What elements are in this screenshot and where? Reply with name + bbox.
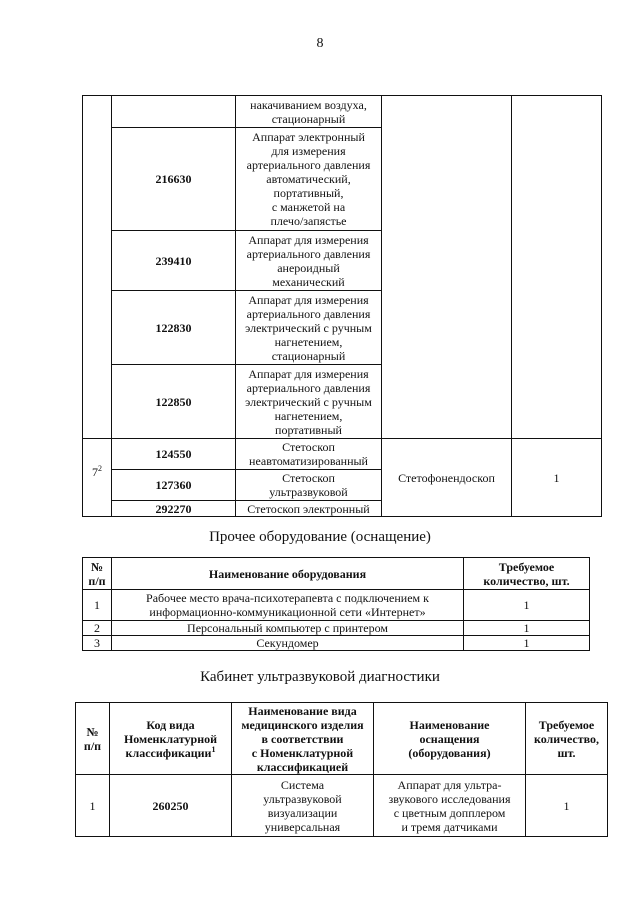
device-code: 292270 bbox=[112, 501, 236, 517]
header-number: № п/п bbox=[83, 558, 112, 590]
device-code: 239410 bbox=[112, 231, 236, 291]
row-number: 1 bbox=[76, 775, 110, 837]
device-name: накачиванием воздуха, стационарный bbox=[236, 96, 382, 128]
equipment-name: Аппарат для ультра- звукового исследования с цветным допплером и тремя датчиками bbox=[374, 775, 526, 837]
device-code: 122850 bbox=[112, 365, 236, 439]
header-equipment-name: Наименование оборудования bbox=[112, 558, 464, 590]
device-kind: Система ультразвуковой визуализации универсальная bbox=[232, 775, 374, 837]
header-code: Код вида Номенклатурной классификации$^1$ bbox=[110, 703, 232, 775]
empty-code-cell bbox=[112, 96, 236, 128]
group-number: $7^2$ bbox=[83, 439, 112, 517]
empty-number-cell bbox=[83, 96, 112, 439]
equipment-name: Секундомер bbox=[112, 636, 464, 651]
required-quantity: 1 bbox=[464, 621, 590, 636]
required-quantity: 1 bbox=[464, 636, 590, 651]
equipment-name: Стетофонендоскоп bbox=[382, 439, 512, 517]
required-quantity: 1 bbox=[526, 775, 608, 837]
table-header-row bbox=[83, 558, 590, 590]
row-number: 2 bbox=[83, 621, 112, 636]
header-device-kind: Наименование вида медицинского изделия в соответствии с Номенклатурной классификацией bbox=[232, 703, 374, 775]
equipment-name: Рабочее место врача-психотерапевта с подключением к информационно-коммуникационной сети «Интернет» bbox=[112, 590, 464, 621]
table-row bbox=[83, 636, 590, 651]
device-code: 260250 bbox=[110, 775, 232, 837]
table-row bbox=[76, 775, 608, 837]
header-quantity: Требуемое количество, шт. bbox=[526, 703, 608, 775]
ultrasound-table bbox=[75, 702, 608, 837]
header-equipment-name: Наименование оснащения (оборудования) bbox=[374, 703, 526, 775]
other-equipment-table bbox=[82, 557, 590, 651]
empty-quantity-cell bbox=[512, 96, 602, 439]
required-quantity: 1 bbox=[464, 590, 590, 621]
device-code: 122830 bbox=[112, 291, 236, 365]
table-row bbox=[83, 96, 602, 128]
header-quantity: Требуемое количество, шт. bbox=[464, 558, 590, 590]
empty-equipment-cell bbox=[382, 96, 512, 439]
device-code: 124550 bbox=[112, 439, 236, 470]
device-name: Аппарат для измерения артериального давления электрический с ручным нагнетением, стационарный bbox=[236, 291, 382, 365]
row-number: 1 bbox=[83, 590, 112, 621]
row-number: 3 bbox=[83, 636, 112, 651]
device-name: Аппарат электронный для измерения артериального давления автоматический, портативный, с манжетой на плечо/запястье bbox=[236, 128, 382, 231]
device-code: 216630 bbox=[112, 128, 236, 231]
device-name: Стетоскоп неавтоматизированный bbox=[236, 439, 382, 470]
required-quantity: 1 bbox=[512, 439, 602, 517]
device-code: 127360 bbox=[112, 470, 236, 501]
table-row bbox=[83, 439, 602, 470]
device-name: Аппарат для измерения артериального давления электрический с ручным нагнетением, портативный bbox=[236, 365, 382, 439]
device-name: Аппарат для измерения артериального давления анероидный механический bbox=[236, 231, 382, 291]
table-header-row bbox=[76, 703, 608, 775]
table-row bbox=[83, 621, 590, 636]
device-name: Стетоскоп электронный bbox=[236, 501, 382, 517]
section-title-other-equipment: Прочее оборудование (оснащение) bbox=[209, 529, 431, 545]
page-number: 8 bbox=[316, 36, 324, 51]
table-row bbox=[83, 590, 590, 621]
equipment-name: Персональный компьютер с принтером bbox=[112, 621, 464, 636]
device-name: Стетоскоп ультразвуковой bbox=[236, 470, 382, 501]
equipment-table-continued bbox=[82, 95, 602, 517]
section-title-ultrasound: Кабинет ультразвуковой диагностики bbox=[200, 669, 440, 685]
header-number: № п/п bbox=[76, 703, 110, 775]
